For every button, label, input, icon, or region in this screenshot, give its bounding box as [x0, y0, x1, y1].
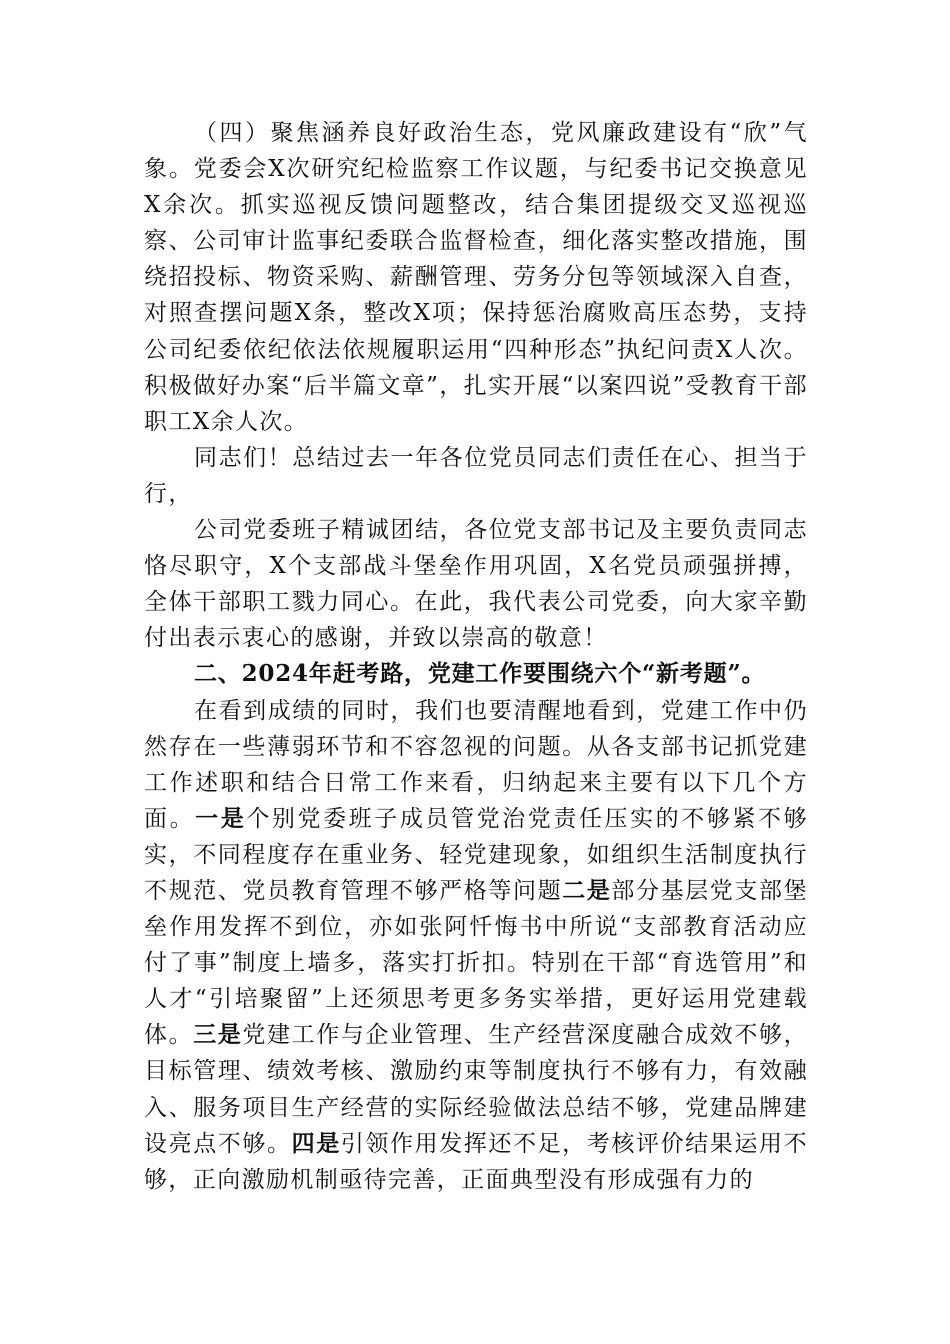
text-run: 党建工作与企业管理、生产经营深度融合成效不够，目标管理、绩效考核、激励约束等制度执行不够有力，有效融入、服务项目生产经营的实际经验做法总结不够，党建品牌建设亮点不够。 — [144, 1022, 808, 1157]
paragraph-thanks: 公司党委班子精诚团结，各位党支部书记及主要负责同志恪尽职守，X个支部战斗堡垒作用巩固，X名党员顽强拼搏，全体干部职工戮力同心。在此，我代表公司党委，向大家辛勤付出表示衷心的感谢，并致以崇高的敬意！ — [144, 517, 808, 652]
text-run: 引领作用发挥还不足，考核评价结果运用不够，正向激励机制亟待完善，正面典型没有形成强有力的 — [144, 1130, 808, 1193]
document-page — [144, 115, 808, 1198]
section-heading-2: 二、2024年赶考路，党建工作要围绕六个“新考题”。 — [194, 660, 766, 688]
paragraph-comrades: 同志们！总结过去一年各位党员同志们责任在心、担当于行， — [144, 444, 808, 507]
emphasis-first: 一是 — [195, 804, 247, 832]
text-run: 在看到成绩的同时，我们也要清醒地看到，党建工作中仍然存在一些薄弱环节和不容忽视的问题。从各支部书记抓党建工作述职和结合日常工作来看，归纳起来主要有以下几个方面。 — [144, 697, 808, 832]
emphasis-fourth: 四是 — [291, 1129, 341, 1157]
text-run: 部分基层党支部堡垒作用发挥不到位，亦如张阿忏悔书中所说“支部教育活动应付了事”制度上墙多，落实打折扣。特别在干部“育选管用”和人才“引培聚留”上还须思考更多务实举措，更好运用党建载体。 — [144, 877, 808, 1049]
paragraph-problems — [144, 693, 808, 1198]
text-run: 个别党委班子成员管党治党责任压实的不够紧不够实，不同程度存在重业务、轻党建现象，如组织生活制度执行不规范、党员教育管理不够严格等问题 — [144, 805, 808, 904]
emphasis-third: 三是 — [193, 1021, 243, 1049]
paragraph-section-4: （四）聚焦涵养良好政治生态，党风廉政建设有“欣”气象。党委会X次研究纪检监察工作议题，与纪委书记交换意见X余次。抓实巡视反馈问题整改，结合集团提级交叉巡视巡察、公司审计监事纪委联合监督检查，细化落实整改措施，围绕招投标、物资采购、薪酬管理、劳务分包等领域深入自查，对照查摆问题X条，整改X项；保持惩治腐败高压态势，支持公司纪委依纪依法依规履职运用“四种形态”执纪问责X人次。积极做好办案“后半篇文章”，扎实开展“以案四说”受教育干部职工X余人次。 — [144, 120, 808, 435]
emphasis-second: 二是 — [562, 876, 612, 904]
